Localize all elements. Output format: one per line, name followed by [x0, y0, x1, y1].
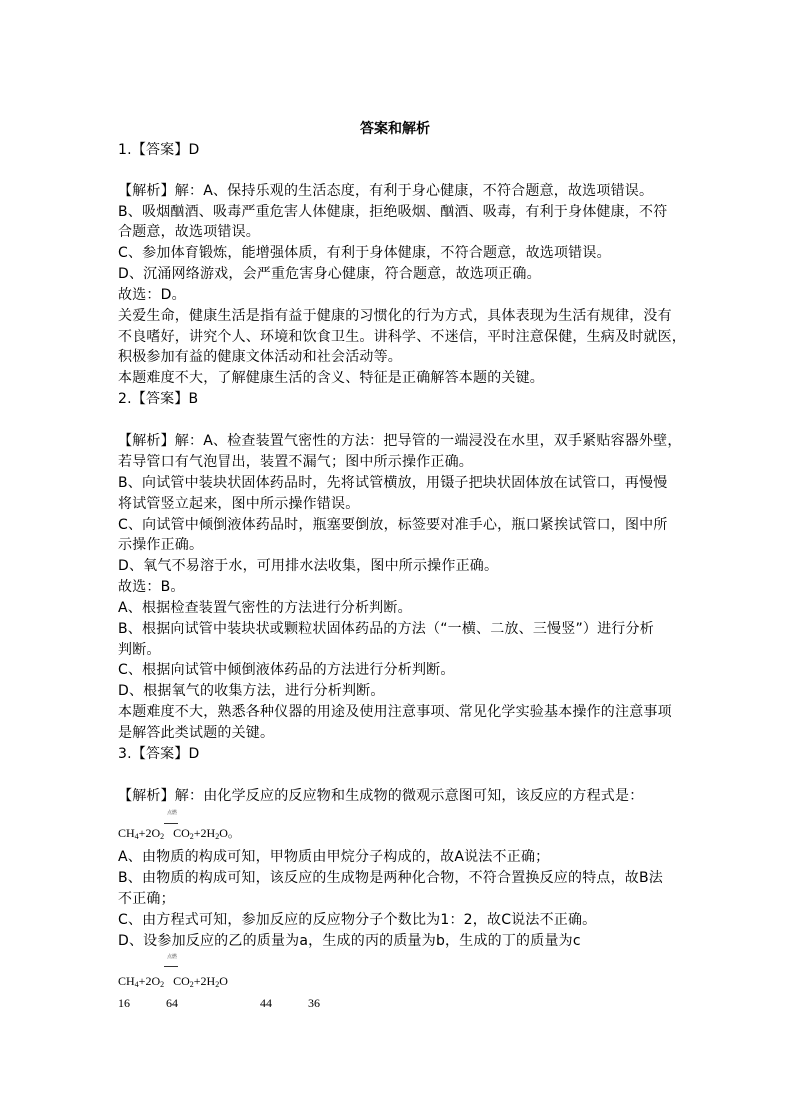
analysis-2-line: 若导管口有气泡冒出，装置不漏气；图中所示操作正确。 — [118, 454, 473, 470]
analysis-1-line: 本题难度不大，了解健康生活的含义、特征是正确解答本题的关键。 — [118, 370, 544, 386]
analysis-2-line: B、根据向试管中装块状或颗粒状固体药品的方法（“一横、二放、三慢竖”）进行分析 — [118, 621, 654, 637]
answer-2: 2.【答案】B — [118, 391, 199, 407]
analysis-1-line: 不良嗜好，讲究个人、环境和饮食卫生。讲科学、不迷信，平时注意保健，生病及时就医， — [118, 329, 686, 345]
analysis-3-line: A、由物质的构成可知，甲物质由甲烷分子构成的，故A说法不正确； — [118, 849, 550, 865]
page-title: 答案和解析 — [360, 121, 430, 137]
mass-value: 16 — [118, 996, 130, 1010]
mass-value: 64 — [166, 996, 178, 1010]
analysis-1-line: 故选：D。 — [118, 287, 186, 303]
analysis-2-line: 【解析】解：A、检查装置气密性的方法：把导管的一端浸没在水里，双手紧贴容器外壁， — [118, 433, 682, 449]
analysis-3-line: D、设参加反应的乙的质量为a，生成的丙的质量为b，生成的丁的质量为c — [118, 933, 581, 949]
chemical-equation: $CH_4+2O_2$ $CO_2+2H_2O$ — [118, 974, 228, 989]
analysis-2-line: A、根据检查装置气密性的方法进行分析判断。 — [118, 600, 412, 616]
analysis-1-line: 关爱生命，健康生活是指有益于健康的习惯化的行为方式，具体表现为生活有规律，没有 — [118, 308, 672, 324]
reaction-condition: 点燃 — [167, 954, 178, 960]
analysis-2-line: D、根据氧气的收集方法，进行分析判断。 — [118, 683, 385, 699]
analysis-2-line: 是解答此类试题的关键。 — [118, 725, 275, 741]
reaction-condition: 点燃 — [167, 810, 178, 816]
analysis-2-line: 示操作正确。 — [118, 537, 204, 553]
analysis-1-line: 积极参加有益的健康文体活动和社会活动等。 — [118, 349, 402, 365]
analysis-2-line: 本题难度不大，熟悉各种仪器的用途及使用注意事项、常见化学实验基本操作的注意事项 — [118, 704, 672, 720]
analysis-2-line: D、氧气不易溶于水，可用排水法收集，图中所示操作正确。 — [118, 558, 499, 574]
analysis-2-line: 故选：B。 — [118, 579, 185, 595]
analysis-2-line: 将试管竖立起来，图中所示操作错误。 — [118, 496, 360, 512]
analysis-1-line: C、参加体育锻炼，能增强体质，有利于身体健康，不符合题意，故选项错误。 — [118, 245, 611, 261]
analysis-3-line: 不正确； — [118, 891, 175, 907]
answer-3: 3.【答案】D — [118, 746, 200, 762]
analysis-1-line: B、吸烟酗酒、吸毒严重危害人体健康，拒绝吸烟、酗酒、吸毒，有利于身体健康，不符 — [118, 204, 668, 220]
chemical-equation: $CH_4+2O_2$ $CO_2+2H_2O$。 — [118, 826, 240, 841]
analysis-3-line: 【解析】解：由化学反应的反应物和生成物的微观示意图可知，该反应的方程式是： — [118, 788, 644, 804]
analysis-2-line: B、向试管中装块状固体药品时，先将试管横放，用镊子把块状固体放在试管口，再慢慢 — [118, 475, 668, 491]
answer-1: 1.【答案】D — [118, 142, 200, 158]
analysis-1-line: 【解析】解：A、保持乐观的生活态度，有利于身心健康，不符合题意，故选项错误。 — [118, 183, 654, 199]
analysis-2-line: 判断。 — [118, 642, 161, 658]
analysis-2-line: C、根据向试管中倾倒液体药品的方法进行分析判断。 — [118, 662, 455, 678]
analysis-3-line: C、由方程式可知，参加反应的反应物分子个数比为1：2，故C说法不正确。 — [118, 912, 597, 928]
analysis-3-line: B、由物质的构成可知，该反应的生成物是两种化合物，不符合置换反应的特点，故B法 — [118, 870, 664, 886]
analysis-2-line: C、向试管中倾倒液体药品时，瓶塞要倒放，标签要对准手心，瓶口紧挨试管口，图中所 — [118, 517, 668, 533]
analysis-1-line: D、沉涌网络游戏，会严重危害身心健康，符合题意，故选项正确。 — [118, 266, 541, 282]
equation-bar — [164, 823, 178, 824]
mass-value: 36 — [308, 996, 320, 1010]
equation-bar — [164, 966, 178, 967]
mass-value: 44 — [260, 996, 272, 1010]
analysis-1-line: 合题意，故选项错误。 — [118, 224, 260, 240]
